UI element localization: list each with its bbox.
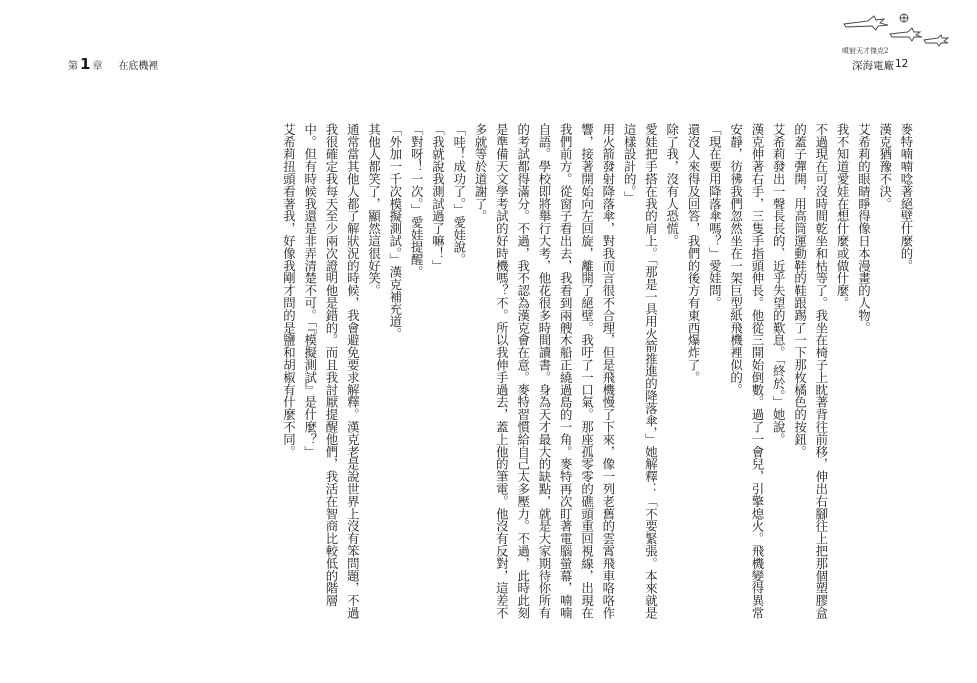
- paragraph: 「哇！成功了。」愛娃說。: [451, 123, 467, 266]
- chapter-number: 1: [80, 55, 91, 73]
- paragraph: 麥特喃喃唸著絕壁什麼的。: [899, 123, 914, 272]
- paragraph: 其他人都笑了，顯然這很好笑。: [366, 123, 382, 297]
- paragraph: 「我就說我測試過了嘛！」: [430, 123, 446, 272]
- paragraph: 「對呀！一次。」愛娃提醒。: [409, 123, 425, 278]
- paragraph: 「外加一千次模擬測試。」漢克補充道。: [387, 123, 403, 340]
- paragraph: 艾希莉發出一聲長長的、近乎失望的歎息。「終於。」她說。: [771, 123, 787, 446]
- paragraph: 用火箭發射降落傘，對我而言很不合理，但是飛機慢了下來，像一列老舊的雲霄飛車咯咯作響，接著開始向左回旋，離開了絕壁。我吁了一口氣。那座孤零零的礁頭重回視線，出現在我們前方。從窗子看出去，我看到兩艘木船正繞過島的一角。麥特再次盯著電腦螢幕，喃喃自語。學校即將舉行大考，他花很多時間讀書。身為天才最大的缺點，就是大家期待你所有的考試都得滿分。不過，我不認為漢克會在意。麥特習慣給自己太多壓力。不過，此時此刻是準備天文學考試的好時機嗎？不。所以我伸手過去，蓋上他的筆電。他沒有反對，這差不多就等於道謝了。: [473, 123, 616, 619]
- body-text: [56, 123, 917, 619]
- series-title: 噴射天才傑克2: [842, 47, 889, 55]
- chapter-suffix: 章: [92, 61, 103, 72]
- chapter-prefix: 第: [68, 61, 78, 72]
- paragraph: 艾希莉扭頭看著我，好像我剛才問的是鹽和胡椒有什麼不同。: [281, 123, 297, 458]
- chapter-title: 在底機裡: [118, 61, 159, 72]
- paragraph: 不過現在可沒時間乾坐和枯等了。我坐在椅子上眈著背往前移，伸出右腳往上把那個塑膠盒的蓋子彈開，用高筒運動鞋的鞋跟踢了一下那枚橘色的按鈕。: [792, 123, 829, 619]
- book-title: 深海電廠: [852, 60, 894, 72]
- paragraph: 除了我，沒有人恐慌。: [664, 123, 680, 247]
- running-head-chapter: [68, 55, 158, 73]
- airplanes-illustration: [838, 10, 950, 48]
- paragraph: 艾希莉的眼睛睜得像日本漫畫的人物。: [856, 123, 872, 334]
- paragraph: 漢克伸著右手，三隻手指頭伸長。他從三開始倒數。過了一會兒，引擎熄火。飛機變得異常安靜，彷彿我們忽然坐在一架巨型紙飛機裡似的。: [728, 123, 765, 619]
- paragraph: 還沒人來得及回答，我們的後方有東西爆炸了。: [686, 123, 702, 384]
- paragraph: 漢克猶豫不決。: [877, 123, 893, 210]
- paragraph: 愛娃把手搭在我的肩上。「那是一具用火箭推進的降落傘，」她解釋：「不要緊張。本來就是這樣設計的。」: [622, 123, 659, 619]
- paragraph: 我不知道愛娃在想什麼或做什麼。: [835, 123, 851, 309]
- paragraph: 「現在要用降落傘嗎？」愛娃問。: [707, 123, 723, 309]
- page-number: 12: [895, 58, 909, 70]
- paragraph: 通常當其他人都了解狀況的時候，我會避免要求解釋。漢克老是說世界上沒有笨問題，不過我很確定我每天至少兩次證明他是錯的。而且我討厭提醒他們，我活在智商比較低的階層中。但有時候我還是非弄清楚不可。「『模擬測試』是什麼？」: [302, 123, 361, 619]
